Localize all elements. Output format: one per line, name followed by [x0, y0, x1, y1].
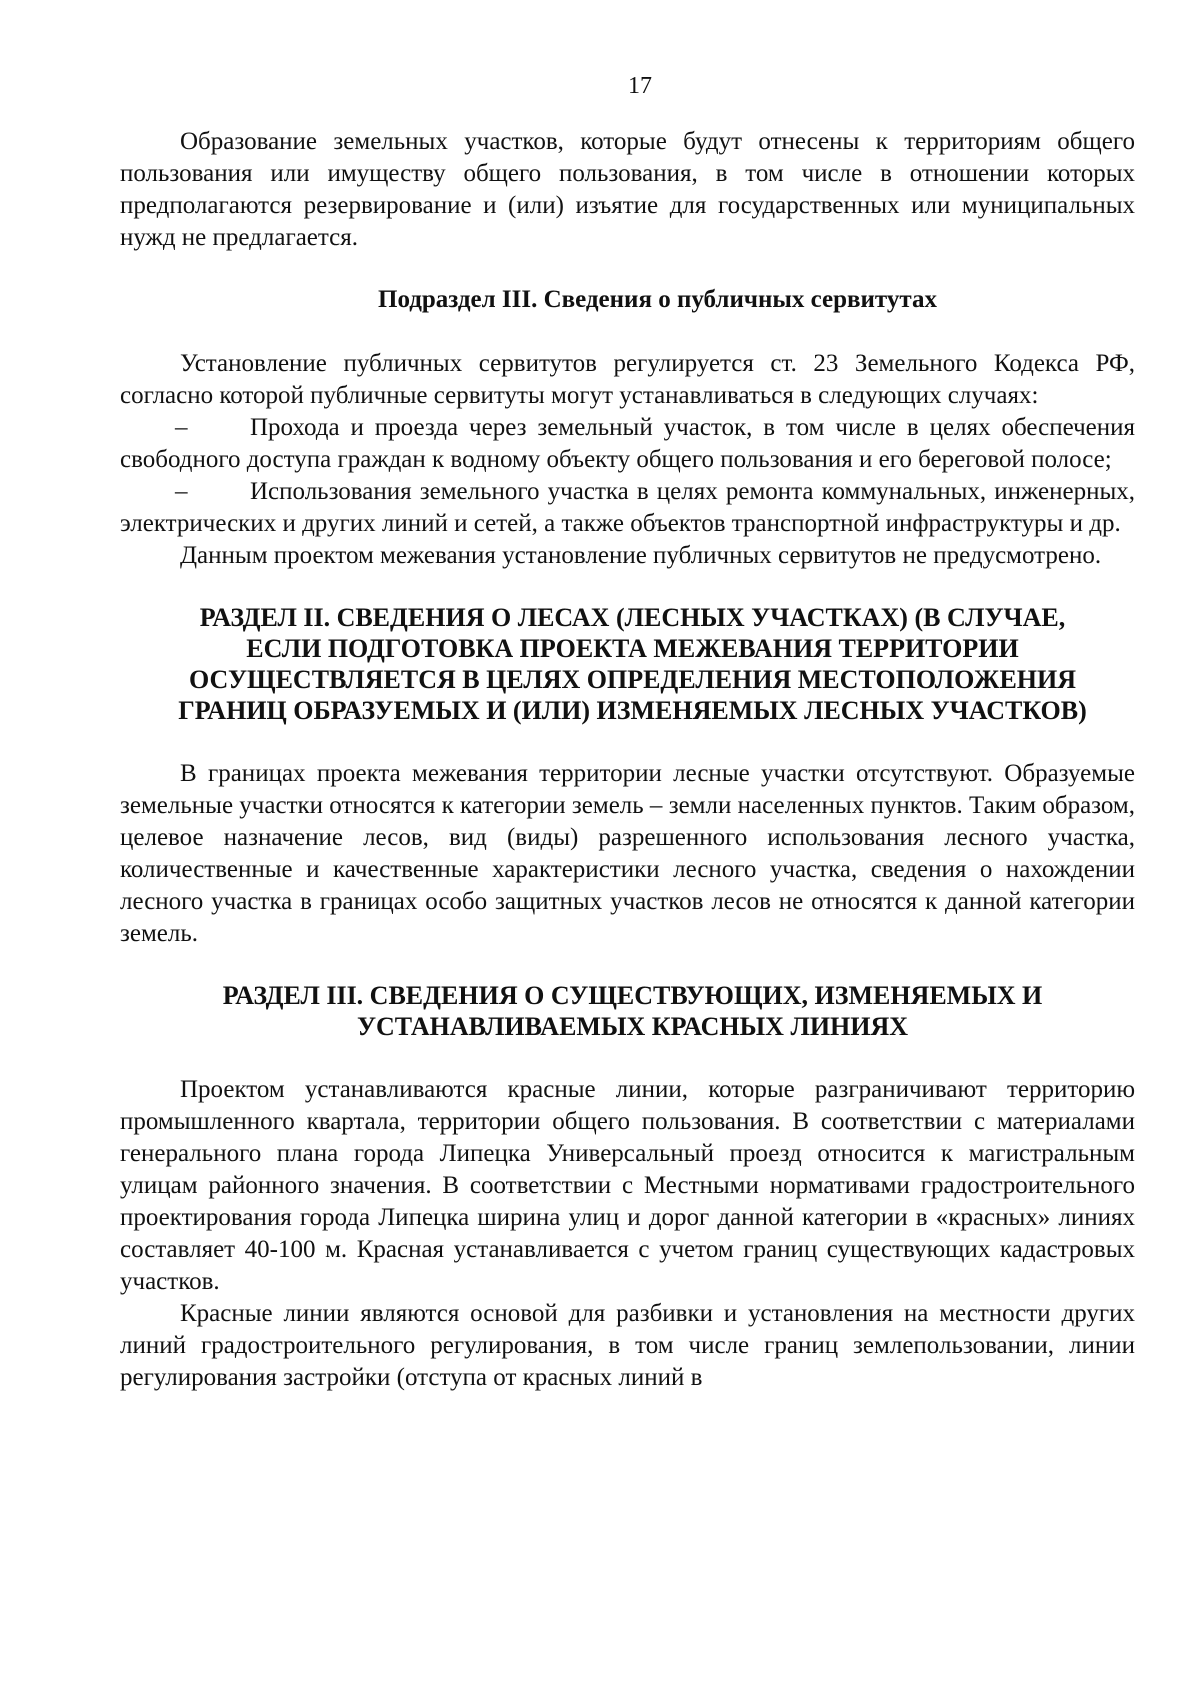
- servitude-item-text: Использования земельного участка в целях ремонта коммунальных, инженерных, электрических и других линий и сетей, а также объектов транспортной инфраструктуры и др.: [120, 478, 1135, 537]
- list-dash-marker: –: [175, 478, 188, 505]
- paragraph-red-lines-established: Проектом устанавливаются красные линии, которые разграничивают территорию промышленного квартала, территории общего пользования. В соответствии с материалами генерального плана города Липецка Универсальный проезд относится к магистральным улицам районного значения. В соответствии с Местными нормативами градостроительного проектирования города Липецка ширина улиц и дорог данной категории в «красных» линиях составляет 40-100 м. Красная устанавливается с учетом границ существующих кадастровых участков.: [120, 1076, 1135, 1295]
- servitude-list-item: [120, 476, 1135, 540]
- list-dash-marker: –: [175, 414, 188, 441]
- section-3-red-lines-title: [120, 980, 1135, 1042]
- paragraph-servitude-intro: Установление публичных сервитутов регулируется ст. 23 Земельного Кодекса РФ, согласно которой публичные сервитуты могут устанавливаться в следующих случаях:: [120, 350, 1135, 409]
- paragraph-forests: В границах проекта межевания территории лесные участки отсутствуют. Образуемые земельные участки относятся к категории земель – земли населенных пунктов. Таким образом, целевое назначение лесов, вид (виды) разрешенного использования лесного участка, количественные и качественные характеристики лесного участка, сведения о нахождении лесного участка в границах особо защитных участков лесов не относятся к данной категории земель.: [120, 760, 1135, 947]
- paragraph-servitude-conclusion: Данным проектом межевания установление публичных сервитутов не предусмотрено.: [180, 542, 1102, 569]
- servitude-item-text: Прохода и проезда через земельный участок, в том числе в целях обеспечения свободного доступа граждан к водному объекту общего пользования и его береговой полосе;: [120, 414, 1135, 473]
- subsection-public-servitudes-title: Подраздел III. Сведения о публичных сервитутах: [378, 286, 937, 313]
- section-title-line: ЕСЛИ ПОДГОТОВКА ПРОЕКТА МЕЖЕВАНИЯ ТЕРРИТОРИИ: [246, 634, 1019, 663]
- section-title-line: ОСУЩЕСТВЛЯЕТСЯ В ЦЕЛЯХ ОПРЕДЕЛЕНИЯ МЕСТОПОЛОЖЕНИЯ: [188, 665, 1077, 694]
- servitude-list-item: [120, 412, 1135, 476]
- section-title-line: УСТАНАВЛИВАЕМЫХ КРАСНЫХ ЛИНИЯХ: [356, 1012, 909, 1041]
- section-2-forests-title: [120, 602, 1135, 726]
- page-number: 17: [628, 73, 652, 99]
- section-title-line: ГРАНИЦ ОБРАЗУЕМЫХ И (ИЛИ) ИЗМЕНЯЕМЫХ ЛЕСНЫХ УЧАСТКОВ): [178, 696, 1087, 725]
- paragraph-land-formation: Образование земельных участков, которые будут отнесены к территориям общего пользования или имуществу общего пользования, в том числе в отношении которых предполагаются резервирование и (или) изъятие для государственных или муниципальных нужд не предлагается.: [120, 128, 1135, 251]
- paragraph-red-lines-basis: Красные линии являются основой для разбивки и установления на местности других линий градостроительного регулирования, в том числе границ землепользовании, линии регулирования застройки (отступа от красных линий в: [120, 1300, 1135, 1391]
- section-title-line: РАЗДЕЛ II. СВЕДЕНИЯ О ЛЕСАХ (ЛЕСНЫХ УЧАСТКАХ) (В СЛУЧАЕ,: [199, 603, 1066, 632]
- section-title-line: РАЗДЕЛ III. СВЕДЕНИЯ О СУЩЕСТВУЮЩИХ, ИЗМЕНЯЕМЫХ И: [222, 981, 1043, 1010]
- document-page: [120, 70, 1135, 1394]
